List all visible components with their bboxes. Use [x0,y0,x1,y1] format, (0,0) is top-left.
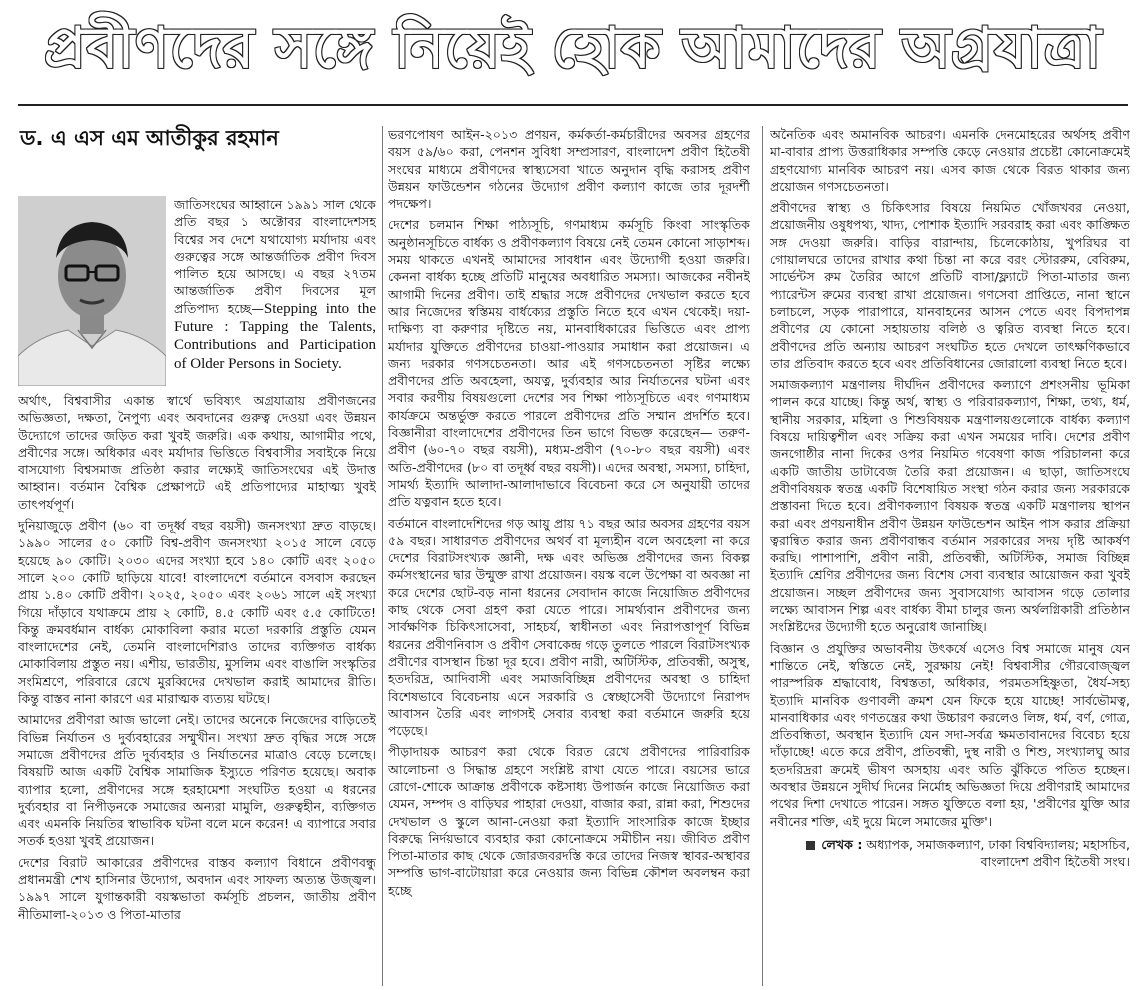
author-credit [770,836,1130,871]
article-column-3 [770,126,1130,986]
article-paragraph: আমাদের প্রবীণরা আজ ভালো নেই। তাদের অনেকে নিজেদের বাড়িতেই বিভিন্ন নির্যাতন ও দুর্ব্যবহারের সম্মুখীন। সংখ্যা দ্রুত বৃদ্ধির সঙ্গে সঙ্গে সমাজে প্রবীণদের প্রতি দুর্ব্যবহার ও নির্যাতনের মাত্রাও বেড়ে চলেছে। বিষয়টি আজ একটি বৈশ্বিক সামাজিক ইস্যুতে পরিণত হয়েছে। অবাক ব্যাপার হলো, প্রবীণদের সঙ্গে হরহামেশা সংঘটিত হওয়া এ ধরনের দুর্ব্যবহার বা নিপীড়নকে সমাজের অন্যরা মামুলি, গুরুত্বহীন, ব্যক্তিগত এবং এমনকি নিয়তির স্বাভাবিক ঘটনা বলে মনে করেন! এ ব্যাপারে সবার সতর্ক হওয়া খুবই প্রয়োজন। [18,712,376,849]
article-paragraph: দেশের চলমান শিক্ষা পাঠ্যসূচি, গণমাধ্যম কর্মসূচি কিংবা সাংস্কৃতিক অনুষ্ঠানসূচিতে বার্ধক্য ও প্রবীণকল্যাণ বিষয়ে নেই তেমন কোনো সাড়াশব্দ। সময় থাকতে এখনই আমাদের সাবধান এবং উদ্যোগী হওয়া জরুরি। কেননা বার্ধক্য হচ্ছে প্রতিটি মানুষের অবধারিত সমস্যা। আজকের নবীনই আগামী দিনের প্রবীণ। তাই শ্রদ্ধার সঙ্গে প্রবীণদের দেখভাল করতে হবে আর নিজেদের স্বস্তিময় বার্ধক্যের প্রস্তুতি নিতে হবে এখন থেকেই। দয়া-দাক্ষিণ্য বা করুণার দৃষ্টিতে নয়, মানবাধিকারের ভিত্তিতে এবং প্রাপ্য মর্যাদার যুক্তিতে প্রবীণদের চাওয়া-পাওয়ার সমাধান করা প্রয়োজন। এ জন্য দরকার গণসচেতনতা। আর এই গণসচেতনতা সৃষ্টির লক্ষ্যে প্রবীণদের প্রতি অবহেলা, অযত্ন, দুর্ব্যবহার আর নির্যাতনের ঘটনা এবং সবার করণীয় বিষয়গুলো দেশের সব শিক্ষা পাঠ্যসূচিতে এবং গণমাধ্যম কার্যক্রমে অন্তর্ভুক্ত করতে পারলে প্রবীণদের প্রতি সম্মান প্রদর্শিত হবে। বিজ্ঞানীরা বাংলাদেশের প্রবীণদের তিন ভাগে বিভক্ত করেছেন— তরুণ-প্রবীণ (৬০-৭০ বছর বয়সী), মধ্যম-প্রবীণ (৭০-৮০ বছর বয়সী) এবং অতি-প্রবীণদের (৮০ বা তদূর্ধ্ব বছর বয়সী)। এদের অবস্থা, সমস্যা, চাহিদা, সামর্থ্য ইত্যাদি আলাদা-আলাদাভাবে বিবেচনা করে সে অনুযায়ী তাদের প্রতি যত্নবান হতে হবে। [388,217,750,510]
article-column-1 [18,392,376,982]
bullet-square-icon [806,841,815,850]
headline-rule [18,104,1128,106]
article-paragraph: সমাজকল্যাণ মন্ত্রণালয় দীর্ঘদিন প্রবীণদের কল্যাণে প্রশংসনীয় ভূমিকা পালন করে যাচ্ছে। কিন্তু অর্থ, স্বাস্থ্য ও পরিবারকল্যাণ, শিক্ষা, তথ্য, ধর্ম, স্থানীয় সরকার, মহিলা ও শিশুবিষয়ক মন্ত্রণালয়গুলোকে বার্ধক্য কল্যাণ বিষয়ে দায়িত্বশীল এবং সক্রিয় করা এখন সময়ের দাবি। দেশের প্রবীণ জনগোষ্ঠীর নানা দিকের ওপর নিয়মিত গবেষণা কাজ পরিচালনা করে একটি জাতীয় ডাটাবেজ তৈরি করা প্রয়োজন। এ ছাড়া, জাতিসংঘে প্রবীণবিষয়ক স্বতন্ত্র একটি বিশেষায়িত সংস্থা গঠন করার জন্য সরকারকে প্রস্তাবনা দিতে হবে। প্রবীণকল্যাণ বিষয়ক স্বতন্ত্র একটি মন্ত্রণালয় স্থাপন করা এবং প্রণয়নাধীন প্রবীণ উন্নয়ন ফাউন্ডেশন আইন পাস করার প্রক্রিয়া ত্বরান্বিত করার জন্য প্রবীণবান্ধব বর্তমান সরকারের সদয় দৃষ্টি আকর্ষণ করছি। পাশাপাশি, প্রবীণ নারী, প্রতিবন্ধী, অটিস্টিক, সমাজ বিচ্ছিন্ন ইত্যাদি শ্রেণির প্রবীণদের জন্য বিশেষ সেবা ব্যবস্থার আয়োজন করা খুবই প্রয়োজন। সচ্ছল প্রবীণদের জন্য সুবাসযোগ্য আবাসন গড়ে তোলার লক্ষ্যে আবাসন শিল্প এবং বার্ধক্য বীমা চালুর জন্য অর্থলগ্নিকারী প্রতিষ্ঠান সংশ্লিষ্টদের উদ্যোগী হতে অনুরোধ জানাচ্ছি। [770,377,1130,635]
intro-text: জাতিসংঘের আহ্বানে ১৯৯১ সাল থেকে প্রতি বছর ১ অক্টোবর বাংলাদেশসহ বিশ্বের সব দেশে যথাযোগ্য মর্যাদায় এবং গুরুত্বের সঙ্গে আন্তর্জাতিক প্রবীণ দিবস পালিত হয়ে আসছে। এ বছর ২৭তম আন্তর্জাতিক প্রবীণ দিবসের মূল প্রতিপাদ্য হচ্ছে— [174,197,376,316]
author-byline: ড. এ এস এম আতীকুর রহমান [20,126,279,150]
article-paragraph: ভরণপোষণ আইন-২০১৩ প্রণয়ন, কর্মকর্তা-কর্মচারীদের অবসর গ্রহণের বয়স ৫৯/৬০ করা, পেনশন সুবিধা সম্প্রসারণ, বাংলাদেশ প্রবীণ হিতৈষী সংঘের মাধ্যমে প্রবীণদের স্বাস্থ্যসেবা খাতে অনুদান বৃদ্ধি করাসহ প্রবীণ উন্নয়ন ফাউন্ডেশন গঠনের উদ্যোগ প্রবীণ কল্যাণ কাজে তার দূরদর্শী পদক্ষেপ। [388,127,750,212]
column-divider [762,126,763,986]
article-paragraph: বর্তমানে বাংলাদেশিদের গড় আয়ু প্রায় ৭১ বছর আর অবসর গ্রহণের বয়স ৫৯ বছর। সাধারণত প্রবীণদের অথর্ব বা মূল্যহীন বলে অবহেলা না করে দেশের বিরাটসংখ্যক জ্ঞানী, দক্ষ এবং অভিজ্ঞ প্রবীণদের জন্য বিকল্প কর্মসংস্থানের দ্বার উন্মুক্ত রাখা প্রয়োজন। বয়স্ক বলে উপেক্ষা বা অবজ্ঞা না করে দেশের ছোট-বড় নানা ধরনের সেবাদান কাজে নিয়োজিত প্রবীণদের কাছ থেকে সেবা গ্রহণ করা যেতে পারে। সামর্থ্যবান প্রবীণদের জন্য সার্বক্ষণিক চিকিৎসাসেবা, সাহচর্য, স্বাধীনতা এবং নিরাপত্তাপূর্ণ বিভিন্ন ধরনের প্রবীণনিবাস ও প্রবীণ সেবাকেন্দ্র গড়ে তুলতে পারলে বিরাটসংখ্যক প্রবীণের বাসস্থান চিন্তা দূর হবে। প্রবীণ নারী, অটিস্টিক, প্রতিবন্ধী, অসুস্থ, হতদরিদ্র, আদিবাসী এবং সমাজবিচ্ছিন্ন প্রবীণদের অবস্থা ও চাহিদা বিশেষভাবে বিবেচনায় এনে সরকারি ও স্বেচ্ছাসেবী উদ্যোগে নিরাপদ আবাসন তৈরি এবং লাগসই সেবার ব্যবস্থা করা বর্তমানে জরুরি হয়ে পড়েছে। [388,515,750,739]
intro-paragraph [174,196,376,394]
article-paragraph: প্রবীণদের স্বাস্থ্য ও চিকিৎসার বিষয়ে নিয়মিত খোঁজখবর নেওয়া, প্রয়োজনীয় ওষুধপথ্য, খাদ্য, পোশাক ইত্যাদি সরবরাহ করা এবং কাঙ্ক্ষিত সঙ্গ দেওয়া জরুরি। বাড়ির বারান্দায়, চিলেকোঠায়, খুপরিঘর বা গোয়ালঘরে তাদের রাখার কথা চিন্তা না করে বরং স্টোররুম, বেবিরুম, সার্ভেন্টস রুম তৈরির আগে প্রতিটি বাসা/ফ্ল্যাটে পিতা-মাতার জন্য প্যারেন্টস রুমের ব্যবস্থা রাখা প্রয়োজন। গণসেবা প্রাপ্তিতে, নানা স্থানে চলাচলে, সড়ক পারাপারে, যানবাহনের আসন পেতে এবং বিপদাপন্ন প্রবীণের যে কোনো সহায়তায় বলিষ্ঠ ও ত্বরিত ব্যবস্থা নিতে হবে। প্রবীণদের প্রতি অন্যায় আচরণ সংঘটিত হতে দেখলে তাৎক্ষণিকভাবে তার প্রতিবাদ করতে হবে এবং প্রতিবিধানের জোরালো ব্যবস্থা নিতে হবে। [770,200,1130,371]
article-paragraph: দেশের বিরাট আকারের প্রবীণদের বাস্তব কল্যাণ বিধানে প্রবীণবন্ধু প্রধানমন্ত্রী শেখ হাসিনার উদ্যোগ, অবদান এবং সাফল্য অত্যন্ত উজ্জ্বল। ১৯৯৭ সালে যুগান্তকারী বয়স্কভাতা কর্মসূচি প্রচলন, জাতীয় প্রবীণ নীতিমালা-২০১৩ ও পিতা-মাতার [18,854,376,922]
article-column-2 [388,126,750,986]
article-paragraph: অনৈতিক এবং অমানবিক আচরণ। এমনকি দেনমোহরের অর্থসহ প্রবীণ মা-বাবার প্রাপ্য উত্তরাধিকার সম্পত্তি কেড়ে নেওয়ার প্রচেষ্টা কোনোক্রমেই গ্রহণযোগ্য মানবিক আচরণ নয়। এসব কাজ থেকে বিরত থাকার জন্য প্রয়োজন গণসচেতনতা। [770,127,1130,194]
article-paragraph: পীড়াদায়ক আচরণ করা থেকে বিরত রেখে প্রবীণদের পারিবারিক আলোচনা ও সিদ্ধান্ত গ্রহণে সংশ্লিষ্ট রাখা যেতে পারে। বয়সের ভারে রোগে-শোকে আক্রান্ত প্রবীণকে কষ্টসাধ্য উপার্জন কাজে নিয়োজিত করা যেমন, সম্পদ ও বাড়িঘর পাহারা দেওয়া, বাজার করা, রান্না করা, শিশুদের দেখভাল ও স্কুলে আনা-নেওয়া করা ইত্যাদি সাংসারিক কাজে ইচ্ছার বিরুদ্ধে নির্দয়ভাবে ব্যবহার করা কোনোক্রমে সমীচীন নয়। জীবিত প্রবীণ পিতা-মাতার কাছ থেকে জোরজবরদস্তি করে তাদের নিজস্ব স্থাবর-অস্থাবর সম্পত্তি ভাগ-বাটোয়ারা করে নেওয়ার জন্য বিভিন্ন কৌশল অবলম্বন করা হচ্ছে [388,744,750,898]
headline: প্রবীণদের সঙ্গে নিয়েই হোক আমাদের অগ্রযাত্রা [43,16,1103,81]
article-paragraph: বিজ্ঞান ও প্রযুক্তির অভাবনীয় উৎকর্ষে এসেও বিশ্ব সমাজে মানুষ যেন শান্তিতে নেই, স্বস্তিতে নেই, সুরক্ষায় নেই! বিশ্ববাসীর গৌরবোজ্জ্বল পারস্পরিক শ্রদ্ধাবোধ, বিশ্বস্ততা, অধিকার, পরমতসহিষ্ণুতা, ধৈর্য-সহ্য ইত্যাদি মানবিক গুণাবলী ক্রমশ যেন ফিকে হয়ে যাচ্ছে! সার্বভৌমত্ব, মানবাধিকার এবং গণতন্ত্রের কথা উচ্চারণ করলেও লিঙ্গ, ধর্ম, বর্ণ, গোত্র, প্রতিবন্ধিতা, অবস্থান ইত্যাদি যেন সদা-সর্বত্র ক্ষমতাবানদের বিবেচ্য হয়ে দাঁড়াচ্ছে! এতে করে প্রবীণ, প্রতিবন্ধী, দুস্থ নারী ও শিশু, সংখ্যালঘু আর হতদরিদ্ররা ক্রমেই ভীষণ অসহায় এবং অতি ঝুঁকিতে পতিত হচ্ছেন। অবস্থার উন্নয়নে সুদীর্ঘ দিনের নির্মোহ অভিজ্ঞতা দিয়ে প্রবীণরাই আমাদের পথের দিশা দেখাতে পারেন। সঙ্গত যুক্তিতে বলা হয়, 'প্রবীণের যুক্তি আর নবীনের শক্তি, এই দুয়ে মিলে সমাজের মুক্তি'। [770,640,1130,829]
intro-theme-english: Stepping into the Future : Tapping the Talents, Contributions and Participation of Older Persons in Society. [174,300,376,372]
article-paragraph: অর্থাৎ, বিশ্ববাসীর একান্ত স্বার্থে ভবিষ্যৎ অগ্রযাত্রায় প্রবীণজনের অভিজ্ঞতা, দক্ষতা, নৈপুণ্য এবং অবদানের গুরুত্ব দেওয়া এবং উন্নয়ন উদ্যোগে তাদের জড়িত করা খুবই জরুরি। এক কথায়, আগামীর পথে, প্রবীণের সঙ্গে। অধিকার এবং মর্যাদার ভিত্তিতে বিশ্ববাসীর সবাইকে নিয়ে বাসযোগ্য বিশ্বসমাজ প্রতিষ্ঠা করার লক্ষ্যেই জাতিসংঘের এই উদাত্ত আহ্বান। বর্তমান বৈশ্বিক প্রেক্ষাপটে এই প্রতিপাদ্যের মাহাত্ম্য খুবই তাৎপর্যপূর্ণ। [18,393,376,512]
author-photo [18,196,166,386]
author-credit-text: অধ্যাপক, সমাজকল্যাণ, ঢাকা বিশ্ববিদ্যালয়; মহাসচিব, বাংলাদেশ প্রবীণ হিতৈষী সংঘ। [866,836,1130,870]
author-credit-label: লেখক : [821,836,863,852]
article-paragraph: দুনিয়াজুড়ে প্রবীণ (৬০ বা তদূর্ধ্ব বছর বয়সী) জনসংখ্যা দ্রুত বাড়ছে। ১৯৯০ সালের ৫০ কোটি বিশ্ব-প্রবীণ জনসংখ্যা ২০১৫ সালে বেড়ে হয়েছে ৯০ কোটি। ২০৩০ এদের সংখ্যা হবে ১৪০ কোটি এবং ২০৫০ সালে ২০০ কোটি ছাড়িয়ে যাবে! বাংলাদেশে বর্তমানে বসবাস করছেন প্রায় ১.৪০ কোটি প্রবীণ। ২০২৫, ২০৫০ এবং ২০৬১ সালে এই সংখ্যা গিয়ে দাঁড়াবে যথাক্রমে প্রায় ২ কোটি, ৪.৫ কোটি এবং ৫.৫ কোটিতে! কিন্তু ক্রমবর্ধমান বার্ধক্য মোকাবিলা করার মতো দরকারি প্রস্তুতি যেমন বাংলাদেশের নেই, তেমনি বাংলাদেশিরাও তাদের ব্যক্তিগত বার্ধক্য মোকাবিলায় প্রস্তুত নয়। এশীয়, ভারতীয়, মুসলিম এবং বাঙালি সংস্কৃতির সংমিশ্রণে, পরিবারে রেখে মুরব্বিদের দেখভাল করাই আমাদের রীতি। কিন্তু বাস্তব নানা কারণে এর মারাত্মক ব্যত্যয় ঘটছে। [18,518,376,707]
column-divider [382,126,383,986]
